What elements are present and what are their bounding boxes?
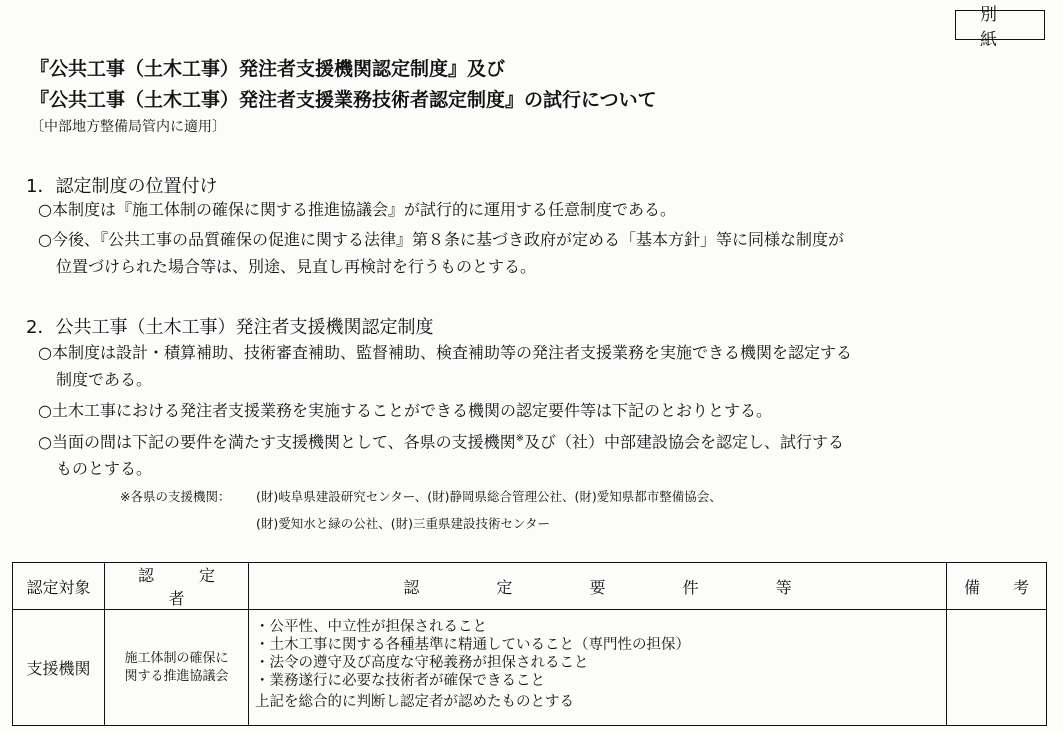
document-title-line1: 『公共工事（土木工事）発注者支援機関認定制度』及び <box>30 58 506 80</box>
requirement-item: ・法令の遵守及び高度な守秘義務が担保されること <box>255 655 589 671</box>
support-agencies-note-label: ※各県の支援機関： <box>120 489 231 504</box>
support-agencies-note-line2: (財)愛知水と緑の公社、(財)三重県建設技術センター <box>256 516 551 531</box>
cell-target: 支援機関 <box>13 610 105 726</box>
support-agencies-note-line1: (財)岐阜県建設研究センター、(財)静岡県総合管理公社、(財)愛知県都市整備協会、 <box>256 489 722 504</box>
section2-paragraph1 <box>38 339 852 393</box>
table-header-row <box>13 563 1047 610</box>
header-requirements: 認 定 要 件 等 <box>249 563 947 610</box>
section2-paragraph1-line2: 制度である。 <box>56 370 153 389</box>
section2-paragraph3 <box>38 425 844 482</box>
cell-requirements <box>249 610 947 726</box>
section1-paragraph2-line1: ○今後、『公共工事の品質確保の促進に関する法律』第８条に基づき政府が定める「基本方針」等に同様な制度が <box>38 230 844 249</box>
requirement-item: ・業務遂行に必要な技術者が確保できること <box>255 673 545 689</box>
header-remarks: 備 考 <box>947 563 1047 610</box>
requirement-item: ・土木工事に関する各種基準に精通していること（専門性の担保） <box>255 637 690 653</box>
certifier-line2: 関する推進協議会 <box>124 668 229 684</box>
section2-paragraph2: ○土木工事における発注者支援業務を実施することができる機関の認定要件等は下記のとおりとする。 <box>38 401 772 420</box>
requirement-summary: 上記を総合的に判断し認定者が認めたものとする <box>255 694 574 710</box>
table-row <box>13 610 1047 726</box>
cell-remarks <box>947 610 1047 726</box>
cell-certifier <box>105 610 249 726</box>
section2-heading: 2．公共工事（土木工事）発注者支援機関認定制度 <box>26 317 434 338</box>
section1-paragraph1: ○本制度は『施工体制の確保に関する推進協議会』が試行的に運用する任意制度である。 <box>38 200 676 219</box>
footnote-mark: ※ <box>515 433 525 444</box>
requirement-item: ・公平性、中立性が担保されること <box>255 619 487 635</box>
section2-paragraph3-line2: ものとする。 <box>56 459 153 479</box>
section1-paragraph2-line2: 位置づけられた場合等は、別途、見直し再検討を行うものとする。 <box>56 257 537 276</box>
header-certifier: 認 定 者 <box>105 563 249 610</box>
section2-paragraph3-text-before: ○当面の間は下記の要件を満たす支援機関として、各県の支援機関 <box>38 432 516 452</box>
section2-paragraph3-text-after: 及び（社）中部建設協会を認定し、試行する <box>524 432 845 452</box>
certification-requirements-table <box>12 562 1047 726</box>
section2-paragraph1-line1: ○本制度は設計・積算補助、技術審査補助、監督補助、検査補助等の発注者支援業務を実施できる機関を認定する <box>38 343 852 362</box>
certifier-line1: 施工体制の確保に <box>124 650 229 666</box>
section2-paragraph3-line1 <box>38 425 844 455</box>
document-title-line2: 『公共工事（土木工事）発注者支援業務技術者認定制度』の試行について <box>30 89 657 111</box>
scope-note: 〔中部地方整備局管内に適用〕 <box>30 119 226 135</box>
section1-heading: 1．認定制度の位置付け <box>26 176 218 197</box>
header-target: 認定対象 <box>13 563 105 610</box>
section1-paragraph2 <box>38 226 844 280</box>
attachment-badge: 別 紙 <box>955 10 1045 40</box>
